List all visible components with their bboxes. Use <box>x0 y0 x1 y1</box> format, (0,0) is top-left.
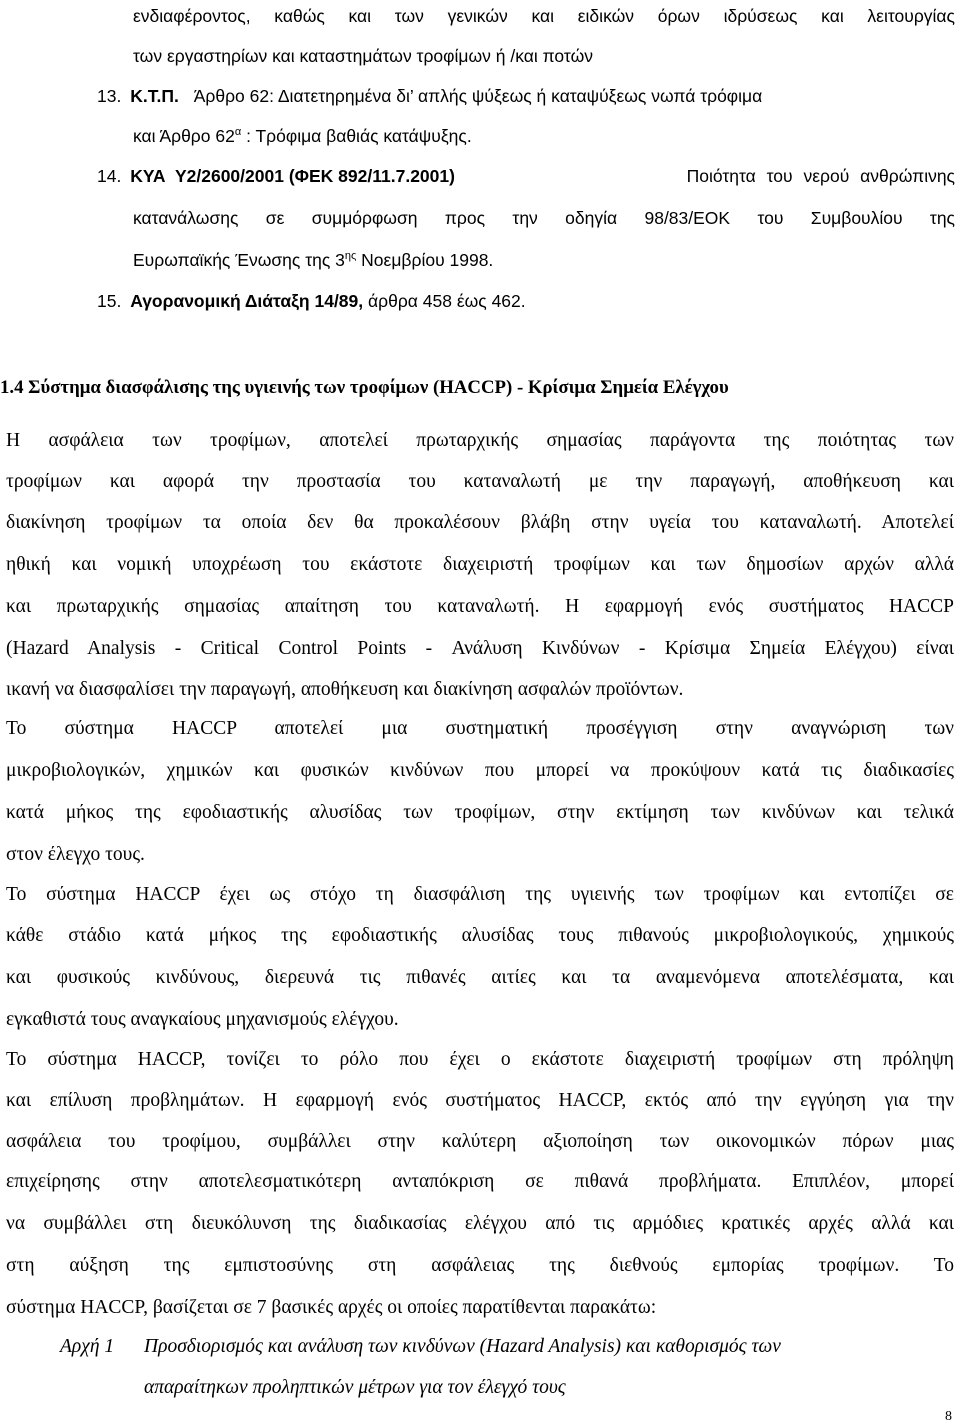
body-line: Η ασφάλεια των τροφίμων, αποτελεί πρωταρχικής σημασίας παράγοντα της ποιότητας των <box>6 430 954 451</box>
body-line: σύστημα HACCP, βασίζεται σε 7 βασικές αρχές οι οποίες παρατίθενται παρακάτω: <box>6 1297 657 1318</box>
body-line: ηθική και νομική υποχρέωση του εκάστοτε διαχειριστή τροφίμων και των δημοσίων αρχών αλλά <box>6 554 954 575</box>
list-number: 14. <box>97 166 122 186</box>
body-line: να συμβάλλει στη διευκόλυνση της διαδικασίας ελέγχου από τις αρμόδιες κρατικές αρχές αλλά και <box>6 1213 954 1234</box>
body-line: μικροβιολογικών, χημικών και φυσικών κινδύνων που μπορεί να προκύψουν κατά τις διαδικασίες <box>6 760 954 781</box>
list-item-15 <box>97 293 526 311</box>
superscript: ης <box>344 250 357 263</box>
body-line: ικανή να διασφαλίσει την παραγωγή, αποθήκευση και διακίνηση ασφαλών προϊόντων. <box>6 679 684 700</box>
list-item-text: και Άρθρο 62 <box>133 126 235 146</box>
list-item-13 <box>97 88 762 106</box>
body-line: Το σύστημα HACCP έχει ως στόχο τη διασφάλιση της υγιεινής των τροφίμων και εντοπίζει σε <box>6 884 954 905</box>
list-item-text: άρθρα 458 έως 462. <box>368 291 526 311</box>
list-item-text: Νοεμβρίου 1998. <box>361 250 494 270</box>
body-line: στον έλεγχο τους. <box>6 844 145 865</box>
list-item-title: Κ.Τ.Π. <box>130 86 179 106</box>
list-item-14 <box>97 168 955 186</box>
list-continuation-line: των εργαστηρίων και καταστημάτων τροφίμων ή /και ποτών <box>133 46 593 66</box>
body-line: ασφάλεια του τροφίμου, συμβάλλει στην καλύτερη αξιοποίηση των οικονομικών πόρων μιας <box>6 1131 954 1152</box>
list-item-14-line3 <box>133 252 493 270</box>
list-item-text: : Τρόφιμα βαθιάς κατάψυξης. <box>246 126 472 146</box>
list-item-13-line2 <box>133 128 472 146</box>
body-line: και επίλυση προβλημάτων. Η εφαρμογή ενός συστήματος HACCP, εκτός από την εγγύηση για την <box>6 1090 954 1111</box>
list-item-title: Αγορανομική Διάταξη 14/89, <box>130 291 364 311</box>
body-line: διακίνηση τροφίμων τα οποία δεν θα προκαλέσουν βλάβη στην υγεία του καταναλωτή. Αποτελεί <box>6 512 954 533</box>
section-heading: 1.4 Σύστημα διασφάλισης της υγιεινής των τροφίμων (HACCP) - Κρίσιμα Σημεία Ελέγχου <box>0 377 729 398</box>
body-line: κατά μήκος της εφοδιαστικής αλυσίδας των τροφίμων, στην εκτίμηση των κινδύνων και τελικά <box>6 802 954 823</box>
body-line: εγκαθιστά τους αναγκαίους μηχανισμούς ελέγχου. <box>6 1009 399 1030</box>
list-item-text: Άρθρο 62: Διατετηρημένα δι’ απλής ψύξεως ή καταψύξεως νωπά τρόφιμα <box>193 86 763 106</box>
body-line: κάθε στάδιο κατά μήκος της εφοδιαστικής αλυσίδας τους πιθανούς μικροβιολογικούς, χημικούς <box>6 925 954 946</box>
list-number: 15. <box>97 291 122 311</box>
principle-label: Αρχή 1 <box>60 1336 115 1357</box>
body-line: στη αύξηση της εμπιστοσύνης στη ασφάλειας της διεθνούς εμπορίας τροφίμων. Το <box>6 1255 954 1276</box>
list-number: 13. <box>97 86 122 106</box>
principle-text-line2: απαραίτηκων προληπτικών μέτρων για τον έλεγχό τους <box>144 1377 566 1398</box>
body-line: (Hazard Analysis - Critical Control Points - Ανάλυση Κινδύνων - Κρίσιμα Σημεία Ελέγχου) είναι <box>6 638 954 659</box>
body-line: επιχείρησης στην αποτελεσματικότερη ανταπόκριση σε πιθανά προβλήματα. Επιπλέον, μπορεί <box>6 1171 954 1192</box>
principle-text: Προσδιορισμός και ανάλυση των κινδύνων (Hazard Analysis) και καθορισμός των <box>144 1336 781 1357</box>
superscript: α <box>234 126 242 139</box>
list-item-text: Ευρωπαϊκής Ένωσης της 3 <box>133 250 345 270</box>
body-line: και φυσικούς κινδύνους, διερευνά τις πιθανές αιτίες και τα αναμενόμενα αποτελέσματα, και <box>6 967 954 988</box>
body-line: τροφίμων και αφορά την προστασία του καταναλωτή με την παραγωγή, αποθήκευση και <box>6 471 954 492</box>
list-continuation-line: ενδιαφέροντος, καθώς και των γενικών και ειδικών όρων ιδρύσεως και λειτουργίας <box>133 6 955 26</box>
body-line: Το σύστημα HACCP, τονίζει το ρόλο που έχει ο εκάστοτε διαχειριστή τροφίμων στη πρόληψη <box>6 1049 954 1070</box>
list-item-14-line2: κατανάλωσης σε συμμόρφωση προς την οδηγία 98/83/ΕΟΚ του Συμβουλίου της <box>133 208 955 228</box>
body-line: και πρωταρχικής σημασίας απαίτηση του καταναλωτή. Η εφαρμογή ενός συστήματος HACCP <box>6 596 954 617</box>
list-item-text: Ποιότητα του νερού ανθρώπινης <box>686 166 955 186</box>
page-number: 8 <box>945 1409 952 1424</box>
body-line: Το σύστημα HACCP αποτελεί μια συστηματική προσέγγιση στην αναγνώριση των <box>6 718 954 739</box>
list-item-title: ΚΥΑ Υ2/2600/2001 (ΦΕΚ 892/11.7.2001) <box>130 166 455 186</box>
